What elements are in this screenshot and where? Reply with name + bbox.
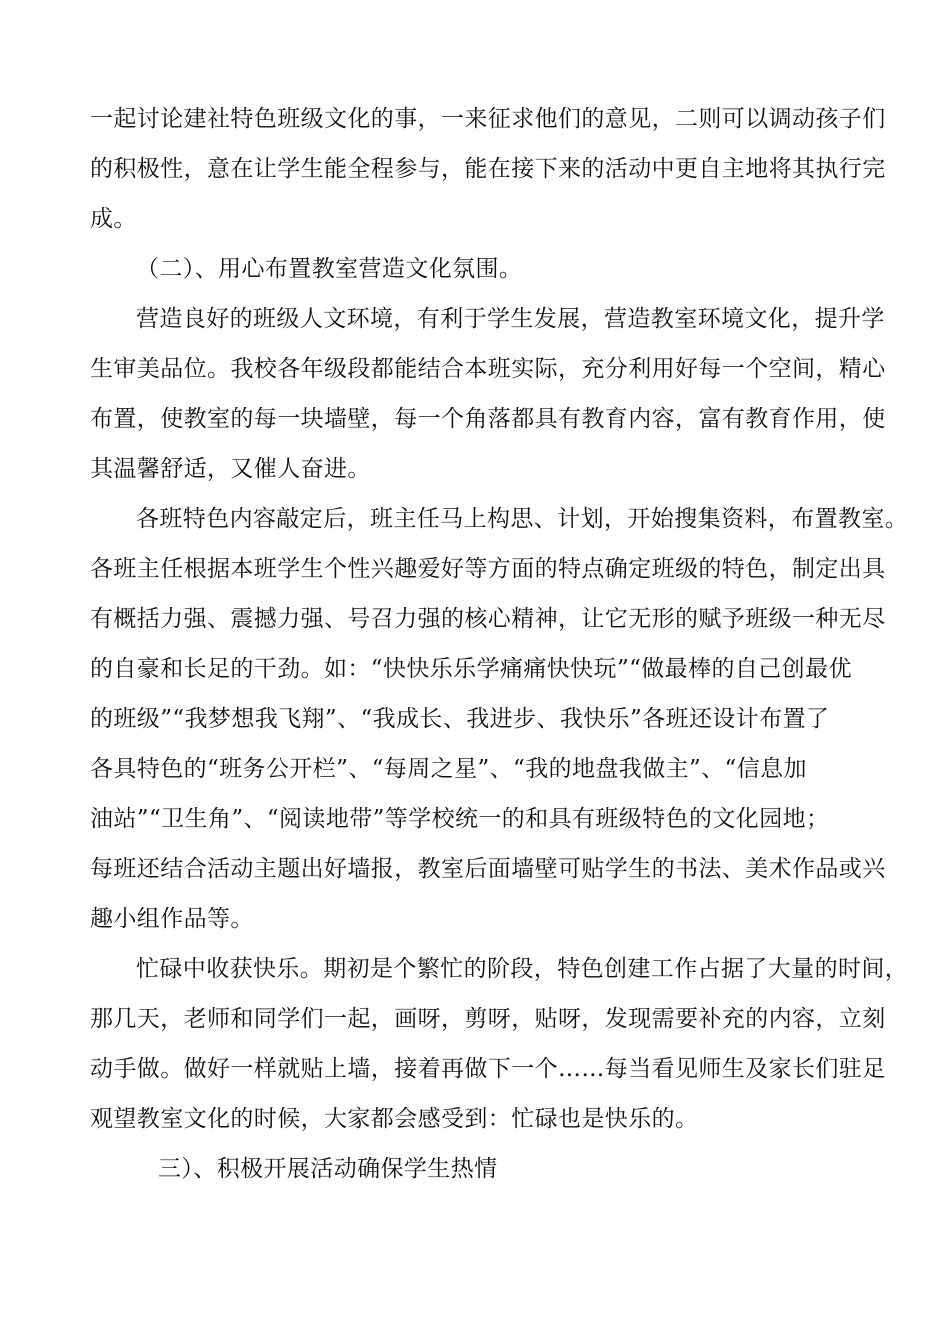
- text-line: 各班特色内容敲定后，班主任马上构思、计划，开始搜集资料，布置教室。: [136, 506, 909, 532]
- text-line: 忙碌中收获快乐。期初是个繁忙的阶段，特色创建工作占据了大量的时间，: [136, 956, 909, 982]
- text-line: 生审美品位。我校各年级段都能结合本班实际，充分利用好每一个空间，精心: [90, 356, 886, 382]
- text-line: 观望教室文化的时候，大家都会感受到：忙碌也是快乐的。: [90, 1106, 699, 1132]
- text-line: 各具特色的“班务公开栏”、“每周之星”、“我的地盘我做主”、“信息加: [90, 756, 807, 782]
- text-line: 一起讨论建社特色班级文化的事，一来征求他们的意见，二则可以调动孩子们: [90, 106, 886, 132]
- text-line: 营造良好的班级人文环境，有利于学生发展，营造教室环境文化，提升学: [136, 306, 885, 332]
- text-line: 有概括力强、震撼力强、号召力强的核心精神，让它无形的赋予班级一种无尽: [90, 606, 886, 632]
- text-line: 成。: [90, 206, 137, 232]
- text-line: 布置，使教室的每一块墙壁，每一个角落都具有教育内容，富有教育作用，使: [90, 406, 886, 432]
- text-line: 其温馨舒适，又催人奋进。: [90, 456, 371, 482]
- section-heading: 三）、积极开展活动确保学生热情: [158, 1156, 498, 1182]
- text-line: 那几天，老师和同学们一起，画呀，剪呀，贴呀，发现需要补充的内容，立刻: [90, 1006, 886, 1032]
- text-line: 趣小组作品等。: [90, 906, 254, 932]
- text-line: 的积极性，意在让学生能全程参与，能在接下来的活动中更自主地将其执行完: [90, 156, 886, 182]
- text-line: 每班还结合活动主题出好墙报，教室后面墙壁可贴学生的书法、美术作品或兴: [90, 856, 886, 882]
- text-line: 动手做。做好一样就贴上墙，接着再做下一个……每当看见师生及家长们驻足: [90, 1056, 886, 1082]
- text-line: 油站”“卫生角”、“阅读地带”等学校统一的和具有班级特色的文化园地；: [90, 806, 830, 832]
- section-heading: （二）、用心布置教室营造文化氛围。: [136, 256, 523, 282]
- text-line: 的班级”“我梦想我飞翔”、“我成长、我进步、我快乐”各班还设计布置了: [90, 706, 830, 732]
- text-line: 的自豪和长足的干劲。如：“快快乐乐学痛痛快快玩”“做最棒的自己创最优: [90, 656, 852, 682]
- text-line: 各班主任根据本班学生个性兴趣爱好等方面的特点确定班级的特色，制定出具: [90, 556, 886, 582]
